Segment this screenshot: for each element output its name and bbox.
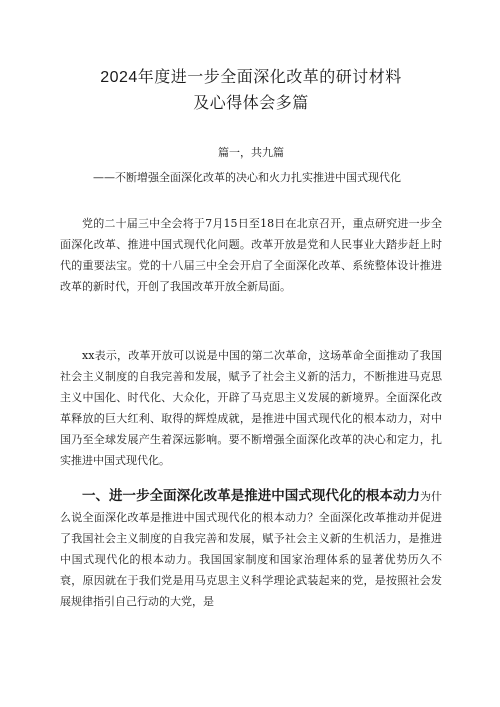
section-one	[60, 485, 442, 612]
chapter-label: 篇一，共九篇	[218, 146, 284, 159]
section-body-text: 为什么说全面深化改革是推进中国式现代化的根本动力？全面深化改革推动并促进了我国社会主义制度的自我完善和发展，赋予社会主义新的生机活力，是推进中国式现代化的根本动力。我国国家制度和国家治理体系的显著优势历久不衰，原因就在于我们党是用马克思主义科学理论武装起来的党，是按照社会发展规律指引自己行动的大党，是	[60, 490, 443, 608]
section-heading: 一、进一步全面深化改革是推进中国式现代化的根本动力	[82, 488, 420, 503]
document-title-line-1: 2024年度进一步全面深化改革的研讨材料	[100, 69, 402, 86]
document-title-line-2: 及心得体会多篇	[193, 95, 309, 112]
document-page	[60, 0, 442, 707]
body-paragraph-2: xx表示，改革开放可以说是中国的第二次革命，这场革命全面推动了我国社会主义制度的自我完善和发展，赋予了社会主义新的活力，不断推进马克思主义中国化、时代化、大众化，开辟了马克思主义发展的新境界。全面深化改革释放的巨大红利、取得的辉煌成就，是推进中国式现代化的根本动力，对中国乃至全球发展产生着深远影响。要不断增强全面深化改革的决心和定力，扎实推进中国式现代化。	[60, 349, 442, 467]
body-paragraph-1: 党的二十届三中全会将于7月15日至18日在北京召开，重点研究进一步全面深化改革、推进中国式现代化问题。改革开放是党和人民事业大踏步赶上时代的重要法宝。党的十八届三中全会开启了全面深化改革、系统整体设计推进改革的新时代，开创了我国改革开放全新局面。	[60, 217, 442, 293]
document-subtitle: ——不断增强全面深化改革的决心和火力扎实推进中国式现代化	[93, 171, 401, 184]
